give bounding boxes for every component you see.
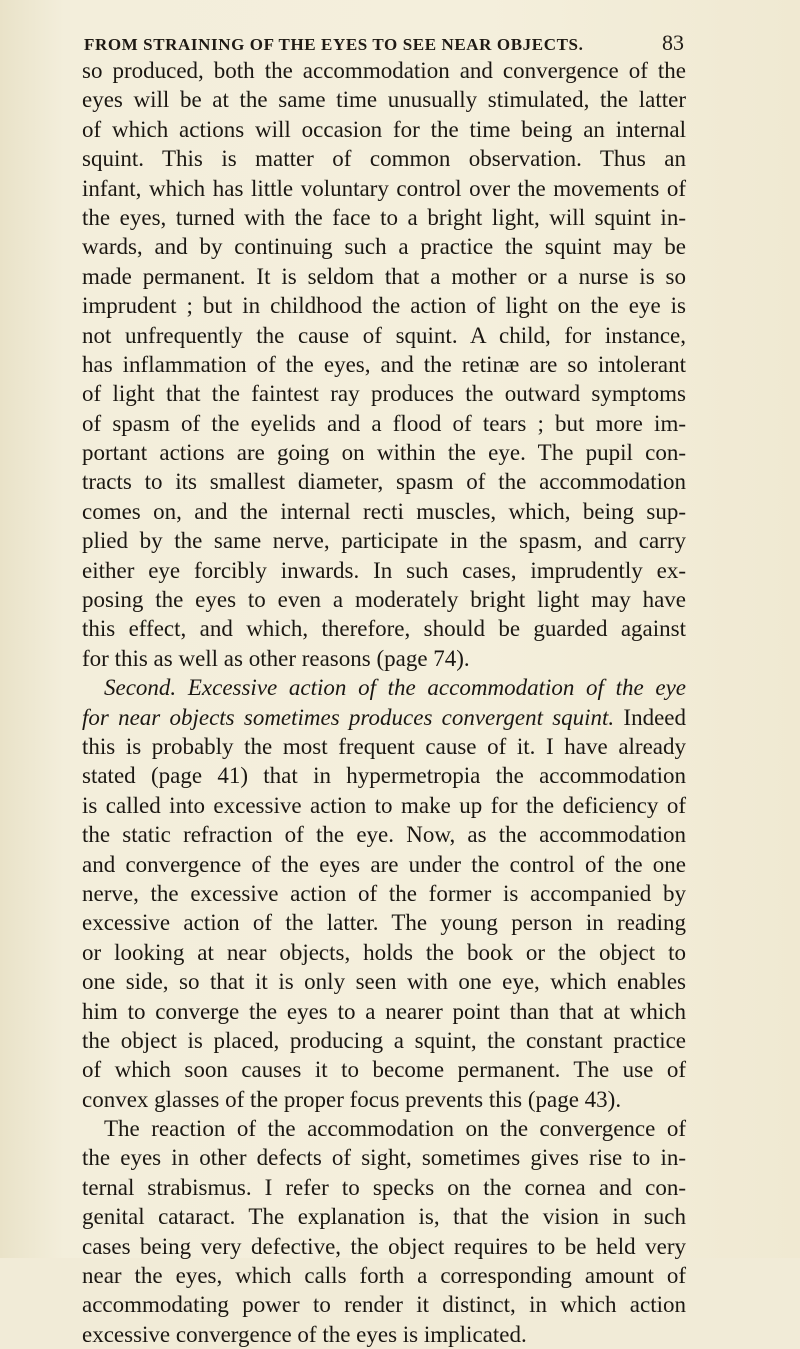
- text-line: or looking at near objects, holds the book or the object to: [82, 939, 686, 965]
- text-line: genital cataract. The explanation is, that the vision in such: [82, 1204, 686, 1230]
- body-text: [82, 56, 686, 1349]
- text-line: the eyes in other defects of sight, sometimes gives rise to in-: [82, 1145, 686, 1171]
- text-line: excessive action of the latter. The young person in reading: [82, 910, 686, 936]
- italic-lead-text: for near objects sometimes produces convergent squint.: [82, 704, 615, 730]
- text-line: accommodating power to render it distinct, in which action: [82, 1292, 686, 1318]
- text-line: is called into excessive action to make up for the deficiency of: [82, 792, 686, 818]
- text-line: the object is placed, producing a squint, the constant practice: [82, 1027, 686, 1053]
- text-line: of which soon causes it to become permanent. The use of: [82, 1057, 686, 1083]
- text-line: posing the eyes to even a moderately bright light may have: [82, 587, 686, 613]
- text-line: made permanent. It is seldom that a mother or a nurse is so: [82, 263, 686, 289]
- text-line: has inflammation of the eyes, and the retinæ are so intolerant: [82, 351, 686, 377]
- text-line: ternal strabismus. I refer to specks on the cornea and con-: [82, 1174, 686, 1200]
- text-line: stated (page 41) that in hypermetropia the accommodation: [82, 763, 686, 789]
- text-line: eyes will be at the same time unusually stimulated, the latter: [82, 87, 686, 113]
- text-line: of spasm of the eyelids and a flood of tears ; but more im-: [82, 410, 686, 436]
- running-header: [84, 30, 684, 56]
- text-line: portant actions are going on within the eye. The pupil con-: [82, 440, 686, 466]
- text-line: wards, and by continuing such a practice the squint may be: [82, 234, 686, 260]
- italic-lead-line: [82, 673, 686, 702]
- text-line: of which actions will occasion for the time being an internal: [82, 116, 686, 142]
- text-line: for this as well as other reasons (page 74).: [82, 645, 470, 671]
- text-line: him to converge the eyes to a nearer point than that at which: [82, 998, 686, 1024]
- text-line: the eyes, turned with the face to a bright light, will squint in-: [82, 204, 686, 230]
- text-line: of light that the faintest ray produces the outward symptoms: [82, 381, 686, 407]
- text-line: plied by the same nerve, participate in the spasm, and carry: [82, 528, 686, 554]
- text-line: infant, which has little voluntary control over the movements of: [82, 175, 686, 201]
- text-line: so produced, both the accommodation and convergence of the: [82, 58, 686, 83]
- text-line: imprudent ; but in childhood the action of light on the eye is: [82, 293, 686, 319]
- text-line: squint. This is matter of common observation. Thus an: [82, 146, 686, 172]
- italic-lead-text: Second. Excessive action of the accommodation of the eye: [104, 675, 686, 701]
- text-line: either eye forcibly inwards. In such cases, imprudently ex-: [82, 557, 686, 583]
- text-line: near the eyes, which calls forth a corresponding amount of: [82, 1263, 686, 1289]
- text-line: cases being very defective, the object requires to be held very: [82, 1233, 686, 1259]
- text-line: comes on, and the internal recti muscles, which, being sup-: [82, 498, 686, 524]
- text-line: this is probably the most frequent cause of it. I have already: [82, 733, 686, 759]
- text-line: one side, so that it is only seen with one eye, which enables: [82, 969, 686, 995]
- text-line: convex glasses of the proper focus prevents this (page 43).: [82, 1086, 622, 1112]
- text-line: not unfrequently the cause of squint. A child, for instance,: [82, 322, 686, 348]
- page-number: 83: [662, 30, 684, 55]
- text-line: tracts to its smallest diameter, spasm of the accommodation: [82, 469, 686, 495]
- running-title: FROM STRAINING OF THE EYES TO SEE NEAR OBJECTS.: [84, 35, 584, 54]
- text-line: excessive convergence of the eyes is implicated.: [82, 1321, 527, 1347]
- text-line: this effect, and which, therefore, should be guarded against: [82, 616, 686, 642]
- text-line: The reaction of the accommodation on the convergence of: [104, 1116, 686, 1142]
- lead-continuation: Indeed: [614, 704, 687, 730]
- italic-lead-line: [82, 703, 686, 732]
- text-line: and convergence of the eyes are under the control of the one: [82, 851, 686, 877]
- text-line: nerve, the excessive action of the former is accompanied by: [82, 880, 686, 906]
- text-line: the static refraction of the eye. Now, as the accommodation: [82, 822, 686, 848]
